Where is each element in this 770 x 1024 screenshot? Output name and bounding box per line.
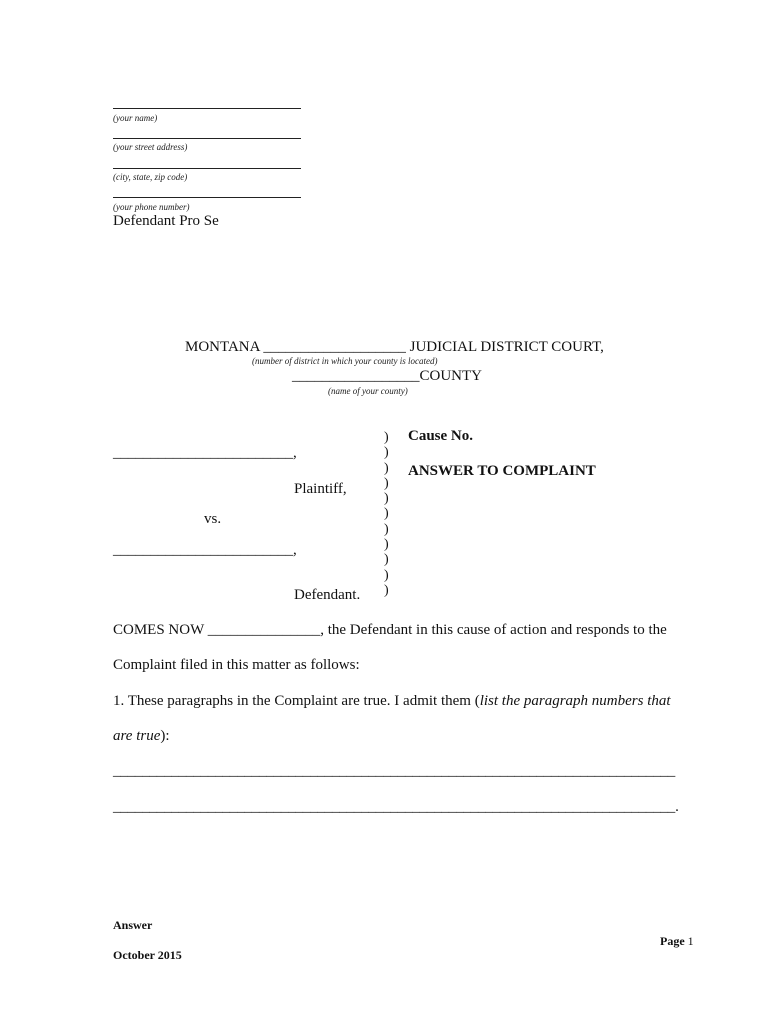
comes-now-suffix: , the Defendant in this cause of action and responds to the xyxy=(320,622,667,638)
item-1-suffix: ): xyxy=(160,728,170,744)
comes-now-prefix: COMES NOW xyxy=(113,622,204,638)
item-1-text xyxy=(113,693,671,710)
defendant-name-blank[interactable]: ________________________, xyxy=(113,542,297,558)
paren: ) xyxy=(384,521,389,537)
answer-line-2[interactable]: _____________________________________________________________________________. xyxy=(113,799,679,815)
complaint-filed-line: Complaint filed in this matter as follows: xyxy=(113,657,360,673)
defendant-name-field[interactable]: _______________ xyxy=(207,622,321,638)
phone-number-hint: (your phone number) xyxy=(113,202,190,212)
phone-number-line[interactable] xyxy=(113,197,301,198)
page-label: Page xyxy=(660,934,685,948)
paren: ) xyxy=(384,475,389,491)
county-label: COUNTY xyxy=(419,368,482,384)
footer-document-name: Answer xyxy=(113,918,153,932)
court-heading xyxy=(185,339,604,356)
name-hint: (your name) xyxy=(113,113,158,123)
document-title: ANSWER TO COMPLAINT xyxy=(408,463,596,479)
paren: ) xyxy=(384,430,389,445)
page-number: 1 xyxy=(687,934,694,948)
item-1-continuation xyxy=(113,728,170,745)
defendant-label: Defendant. xyxy=(294,587,361,603)
street-address-hint: (your street address) xyxy=(113,142,188,152)
paren: ) xyxy=(384,582,389,598)
paren: ) xyxy=(384,460,389,476)
plaintiff-label: Plaintiff, xyxy=(294,481,347,497)
paren: ) xyxy=(384,552,389,568)
item-1-instruction-continued: are true xyxy=(113,728,161,744)
footer-date: October 2015 xyxy=(113,948,182,962)
district-hint: (number of district in which your county is located) xyxy=(252,356,438,366)
name-line[interactable] xyxy=(113,108,301,109)
district-blank[interactable]: ___________________ xyxy=(263,339,406,355)
city-state-zip-hint: (city, state, zip code) xyxy=(113,172,188,182)
caption-parentheses xyxy=(384,430,389,598)
item-1-instruction: list the paragraph numbers that xyxy=(479,693,671,709)
county-blank[interactable]: _________________ xyxy=(292,368,420,384)
paren: ) xyxy=(384,506,389,522)
plaintiff-name-blank[interactable]: ________________________, xyxy=(113,445,297,461)
footer-page-indicator xyxy=(660,934,694,949)
comes-now-paragraph xyxy=(113,622,667,639)
county-heading xyxy=(292,368,482,385)
cause-number-label: Cause No. xyxy=(408,428,474,444)
item-1-prefix: 1. These paragraphs in the Complaint are true. I admit them ( xyxy=(113,693,480,709)
county-hint: (name of your county) xyxy=(328,386,408,396)
defendant-pro-se-label: Defendant Pro Se xyxy=(113,213,219,229)
paren: ) xyxy=(384,491,389,507)
paren: ) xyxy=(384,445,389,461)
state-name: MONTANA xyxy=(185,339,260,355)
paren: ) xyxy=(384,567,389,583)
answer-line-1[interactable]: _____________________________________________________________________________ xyxy=(113,763,676,779)
street-address-line[interactable] xyxy=(113,138,301,139)
paren: ) xyxy=(384,537,389,553)
court-name: JUDICIAL DISTRICT COURT, xyxy=(409,339,604,355)
vs-label: vs. xyxy=(204,511,222,527)
city-state-zip-line[interactable] xyxy=(113,168,301,169)
